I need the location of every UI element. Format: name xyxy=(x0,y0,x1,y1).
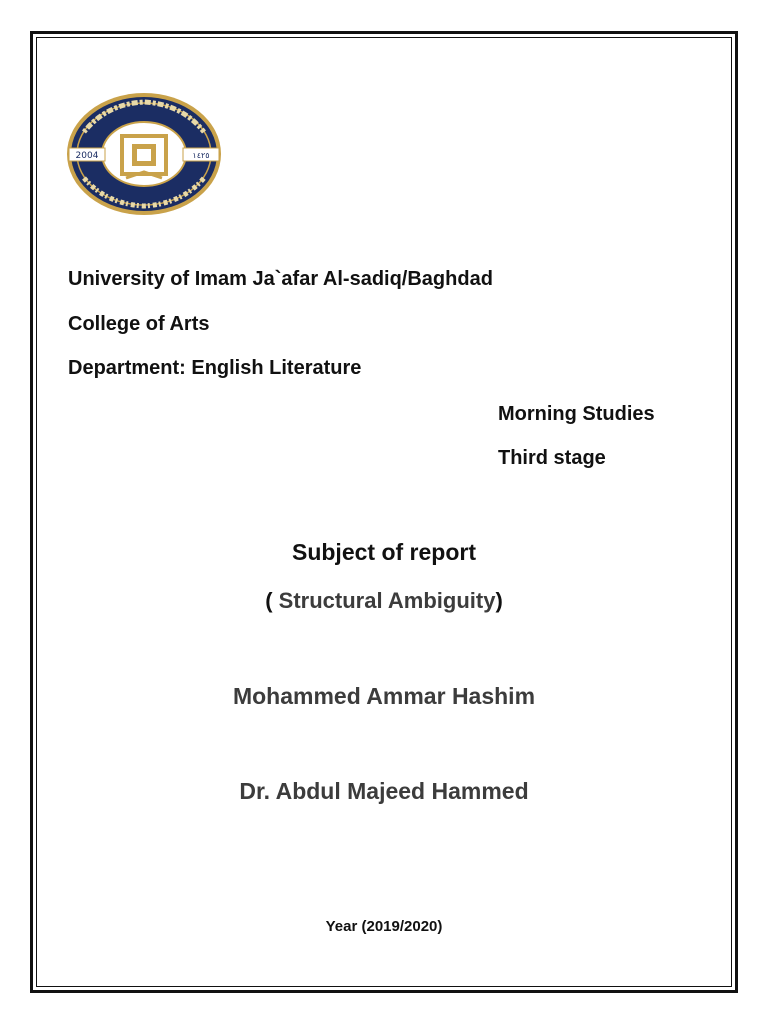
report-subject-label: Subject of report xyxy=(291,539,476,565)
university-logo xyxy=(66,92,222,216)
supervisor-name: Dr. Abdul Majeed Hammed xyxy=(239,778,529,804)
topic-open-paren: ( xyxy=(265,588,273,613)
academic-year: Year (2019/2020) xyxy=(325,918,443,935)
study-stage: Third stage xyxy=(498,447,606,469)
studies-type: Morning Studies xyxy=(498,403,655,425)
author-name: Mohammed Ammar Hashim xyxy=(232,683,536,709)
university-name: University of Imam Ja`afar Al-sadiq/Baghdad xyxy=(68,268,493,290)
report-topic xyxy=(0,588,768,614)
college-name: College of Arts xyxy=(68,313,210,335)
topic-text: Structural Ambiguity xyxy=(272,588,496,613)
department-name: Department: English Literature xyxy=(68,357,362,379)
logo-year-left: 2004 xyxy=(75,151,99,161)
logo-year-right: ١٤٢٥ xyxy=(192,151,210,160)
topic-close-paren: ) xyxy=(495,588,503,613)
